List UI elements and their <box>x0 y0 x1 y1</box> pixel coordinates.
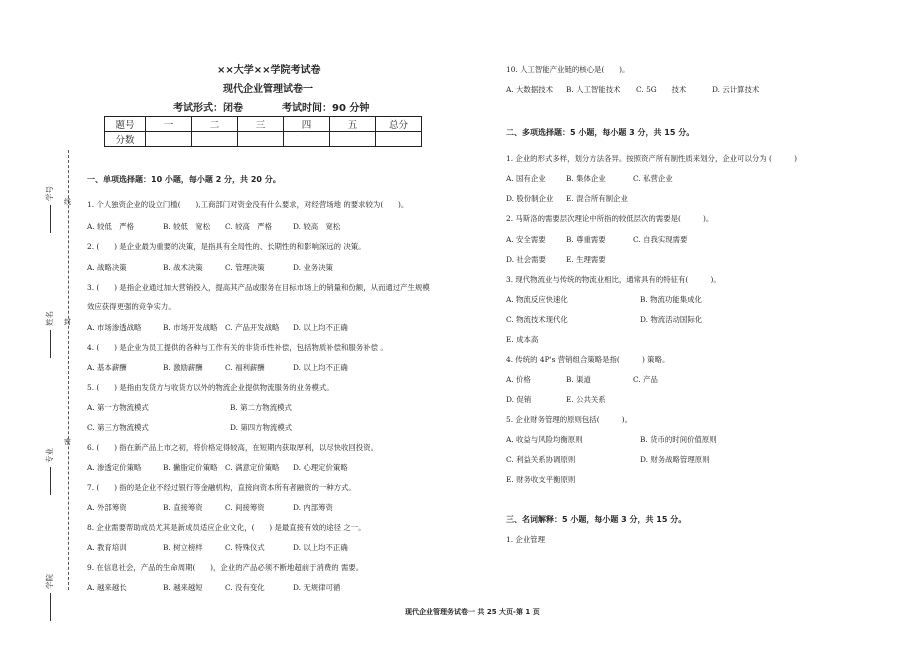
option: B. 人工智能技术 <box>566 85 621 94</box>
question-4: 4. ( ) 是企业为员工提供的各种与工作有关的非货币性补偿，包括物质补偿和服务补偿 。 <box>87 343 388 352</box>
option: C. 满意定价策略 <box>225 463 280 472</box>
option: A. 越来越长 <box>87 583 127 592</box>
question-1: 1. 个人独资企业的设立门槛( ),工商部门对资金没有什么要求，对经营场地 的要求较为( )。 <box>87 200 409 209</box>
option: C. 私营企业 <box>633 174 673 183</box>
student-id-label: 学号 <box>45 186 54 201</box>
option: D. 促销 <box>506 395 532 404</box>
option: E. 成本高 <box>506 335 539 344</box>
section-1-heading: 一、单项选择题：10 小题，每小题 2 分，共 20 分。 <box>87 175 281 184</box>
option: D. 财务战略管理原则 <box>640 455 710 464</box>
score-input-cell[interactable] <box>376 132 422 147</box>
option: A. 安全需要 <box>506 235 546 244</box>
option: D. 以上均不正确 <box>293 323 348 332</box>
binding-mark-seal: 封 <box>64 318 71 326</box>
name-line <box>50 330 51 358</box>
option: D. 物流活动国际化 <box>640 315 703 324</box>
option: D. 社会需要 <box>506 255 546 264</box>
option: A. 较低 严格 <box>87 222 134 231</box>
score-cell: 五 <box>330 117 376 132</box>
option: C. 特殊仪式 <box>225 543 265 552</box>
score-cell: 二 <box>192 117 238 132</box>
option: C. 产品 <box>633 375 658 384</box>
question-5: 5. ( ) 是指由发货方与收货方以外的物流企业提供物流服务的业务模式。 <box>87 383 334 392</box>
option: B. 第二方物流模式 <box>230 403 292 412</box>
score-input-cell[interactable] <box>238 132 284 147</box>
option: D. 以上均不正确 <box>293 543 348 552</box>
option: C. 没有变化 <box>225 583 265 592</box>
term-question-1: 1. 企业管理 <box>506 535 545 544</box>
question-2: 2. ( ) 是企业最为重要的决策，是指具有全局性的、长期性的和影响深远的 决策。 <box>87 242 366 251</box>
college-line <box>50 593 51 621</box>
score-cell: 分数 <box>105 132 146 147</box>
college-label: 学院 <box>45 574 54 589</box>
section-2-heading: 二、多项选择题：5 小题，每小题 3 分，共 15 分。 <box>506 128 695 137</box>
question-7: 7. ( ) 指的是企业不经过银行等金融机构，直接向资本所有者融资的一种方式。 <box>87 483 356 492</box>
option: C. 间接筹资 <box>225 503 265 512</box>
binding-line <box>68 150 69 590</box>
option: E. 财务收支平衡原则 <box>506 475 576 484</box>
option: D. 无规律可循 <box>293 583 341 592</box>
score-input-cell[interactable] <box>330 132 376 147</box>
option: A. 市场渗透战略 <box>87 323 142 332</box>
option: A. 物流反应快速化 <box>506 295 568 304</box>
multi-question-2: 2. 马斯洛的需要层次理论中所指的较低层次的需要是( )。 <box>506 214 714 223</box>
option: B. 渠道 <box>566 375 591 384</box>
option: D. 较高 宽松 <box>293 222 341 231</box>
option: B. 战术决策 <box>163 263 203 272</box>
option: B. 货币的时间价值原则 <box>640 435 717 444</box>
option: D. 云计算技术 <box>712 85 760 94</box>
score-table <box>104 116 422 147</box>
option: E. 生理需要 <box>566 255 606 264</box>
option: D. 内部筹资 <box>293 503 333 512</box>
option: C. 产品开发战略 <box>225 323 280 332</box>
score-table-header-row <box>105 117 422 132</box>
option: E. 混合所有制企业 <box>566 194 628 203</box>
score-table-score-row <box>105 132 422 147</box>
question-3: 3. ( ) 是指企业通过加大营销投入，提高其产品或服务在目标市场上的销量和份额，从而通过产生规模 <box>87 283 430 292</box>
exam-form: 考试形式：闭卷 <box>173 103 243 114</box>
score-cell: 总分 <box>376 117 422 132</box>
binding-mark-fold: 密 <box>64 438 71 446</box>
major-line <box>50 467 51 495</box>
option: B. 市场开发战略 <box>163 323 218 332</box>
option: E. 公共关系 <box>566 395 606 404</box>
question-10: 10. 人工智能产业链的核心是( )。 <box>506 65 630 74</box>
option: B. 树立榜样 <box>163 543 203 552</box>
option: A. 教育培训 <box>87 543 127 552</box>
option: B. 激励薪酬 <box>163 363 203 372</box>
option: D. 股份制企业 <box>506 194 554 203</box>
score-cell: 三 <box>238 117 284 132</box>
exam-title: 现代企业管理试卷一 <box>223 84 313 95</box>
option: D. 心理定价策略 <box>293 463 348 472</box>
option: C. 管理决策 <box>225 263 265 272</box>
option: B. 较低 宽松 <box>163 222 211 231</box>
multi-question-1: 1. 企业的形式多样，划分方法各异。按照资产所有制性质来划分，企业可以分为 ( ) <box>506 154 797 163</box>
option: D. 以上均不正确 <box>293 363 348 372</box>
multi-question-4: 4. 传统的 4P's 营销组合策略是指( ) 策略。 <box>506 355 670 364</box>
option: C. 第三方物流模式 <box>87 423 149 432</box>
option: A. 渗透定价策略 <box>87 463 142 472</box>
score-cell: 题号 <box>105 117 146 132</box>
option: A. 收益与风险均衡原则 <box>506 435 583 444</box>
page-footer: 现代企业管理务试卷一 共 25 大页-第 1 页 <box>405 608 540 616</box>
option: B. 越来越短 <box>163 583 203 592</box>
option: C. 福利薪酬 <box>225 363 265 372</box>
binding-mark-line: 线 <box>64 198 71 206</box>
score-input-cell[interactable] <box>284 132 330 147</box>
score-input-cell[interactable] <box>192 132 238 147</box>
option: A. 大数据技术 <box>506 85 553 94</box>
student-id-line <box>50 205 51 233</box>
question-3-cont: 效应获得更强的竞争实力。 <box>87 302 176 311</box>
option: B. 直接筹资 <box>163 503 203 512</box>
option: A. 外部筹资 <box>87 503 127 512</box>
option: B. 集体企业 <box>566 174 606 183</box>
option: B. 撇脂定价策略 <box>163 463 218 472</box>
option: A. 第一方物流模式 <box>87 403 149 412</box>
score-cell: 四 <box>284 117 330 132</box>
question-9: 9. 在信息社会，产品的生命周期( )，企业的产品必须不断地超前于消费的 需要。 <box>87 563 364 572</box>
option: D. 业务决策 <box>293 263 333 272</box>
major-label: 专业 <box>45 448 54 463</box>
option: C. 5G 技术 <box>636 85 687 94</box>
option: C. 自我实现需要 <box>633 235 688 244</box>
multi-question-3: 3. 现代物流业与传统的物流业相比，通常具有的特征有( )。 <box>506 275 721 284</box>
option: A. 国有企业 <box>506 174 546 183</box>
option: C. 利益关系协调原则 <box>506 455 576 464</box>
option: B. 物流功能集成化 <box>640 295 702 304</box>
question-8: 8. 企业需要帮助成员尤其是新成员适应企业文化，( ) 是最直接有效的途径 之一。 <box>87 523 366 532</box>
multi-question-5: 5. 企业财务管理的原则包括( )。 <box>506 415 633 424</box>
exam-time: 考试时间：90 分钟 <box>282 103 370 114</box>
score-input-cell[interactable] <box>146 132 192 147</box>
school-title: ××大学××学院考试卷 <box>217 65 321 76</box>
option: D. 第四方物流模式 <box>230 423 293 432</box>
option: A. 基本薪酬 <box>87 363 127 372</box>
option: A. 价格 <box>506 375 531 384</box>
question-6: 6. ( ) 指在新产品上市之初，将价格定得较高，在短期内获取厚利，以尽快收回投资。 <box>87 443 378 452</box>
option: C. 较高 严格 <box>225 222 273 231</box>
score-cell: 一 <box>146 117 192 132</box>
option: B. 尊重需要 <box>566 235 606 244</box>
option: C. 物流技术现代化 <box>506 315 568 324</box>
name-label: 姓名 <box>45 311 54 326</box>
option: A. 战略决策 <box>87 263 127 272</box>
section-3-heading: 三、名词解释：5 小题，每小题 3 分，共 15 分。 <box>506 515 687 524</box>
